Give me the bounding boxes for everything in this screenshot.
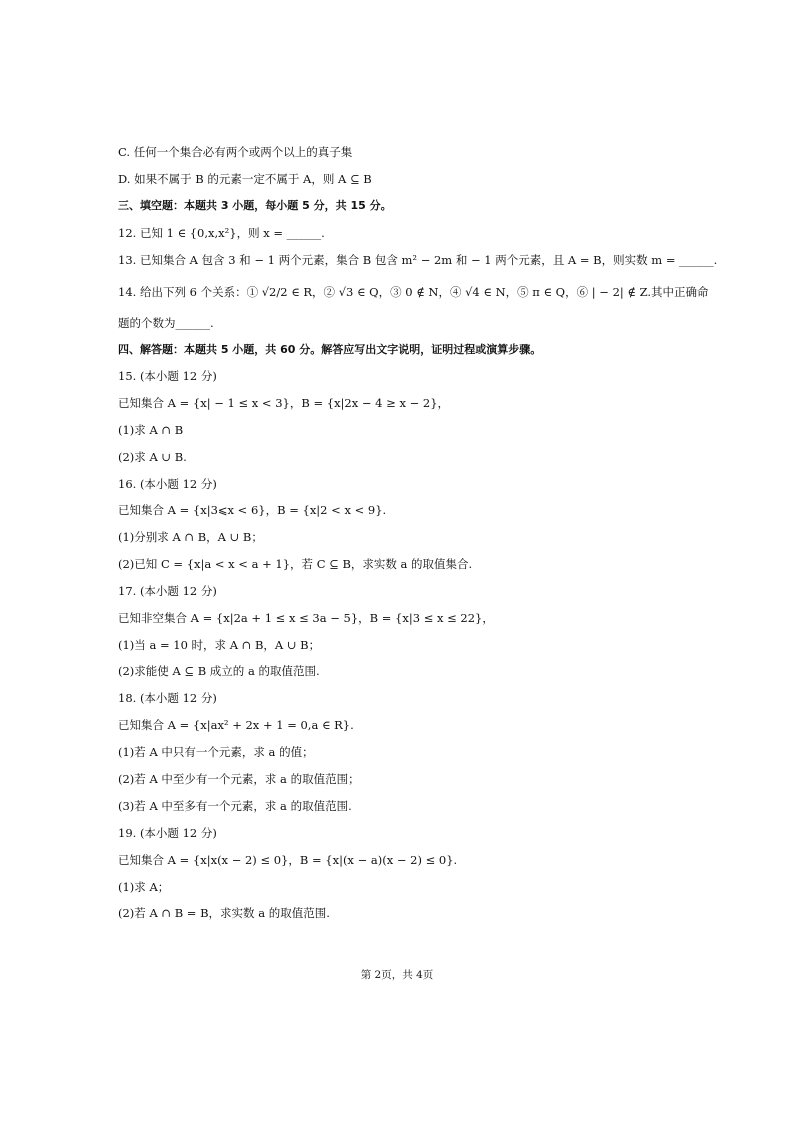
question-18-header: 18. (本小题 12 分): [118, 691, 217, 705]
section-heading-fill-in: 三、填空题：本题共 3 小题，每小题 5 分，共 15 分。: [118, 199, 392, 212]
option-c: C. 任何一个集合必有两个或两个以上的真子集: [118, 145, 353, 159]
question-18-part-1: (1)若 A 中只有一个元素，求 a 的值；: [118, 745, 314, 759]
question-15-header: 15. (本小题 12 分): [118, 369, 217, 383]
question-19-stem: 已知集合 A = {x|x(x − 2) ≤ 0}，B = {x|(x − a)(x − 2) ≤ 0}.: [118, 853, 458, 867]
question-17-part-2: (2)求能使 A ⊆ B 成立的 a 的取值范围.: [118, 664, 320, 678]
question-14-continued: 题的个数为______.: [118, 316, 214, 330]
question-14: 14. 给出下列 6 个关系：① √2/2 ∈ R，② √3 ∈ Q，③ 0 ∉ N，④ √4 ∈ N，⑤ π ∈ Q，⑥ | − 2| ∉ Z.其中正确命: [118, 285, 709, 299]
question-16-stem: 已知集合 A = {x|3⩽x < 6}，B = {x|2 < x < 9}.: [118, 503, 387, 517]
section-heading-answers: 四、解答题：本题共 5 小题，共 60 分。解答应写出文字说明，证明过程或演算步骤。: [118, 343, 542, 356]
question-12: 12. 已知 1 ∈ {0,x,x²}，则 x = ______.: [118, 226, 325, 240]
question-16-part-1: (1)分别求 A ∩ B，A ∪ B；: [118, 530, 263, 544]
question-18-stem: 已知集合 A = {x|ax² + 2x + 1 = 0,a ∈ R}.: [118, 718, 354, 732]
question-16-header: 16. (本小题 12 分): [118, 477, 217, 491]
page-footer: 第 2页，共 4页: [360, 969, 434, 981]
question-19-part-2: (2)若 A ∩ B = B，求实数 a 的取值范围.: [118, 906, 330, 920]
question-17-stem: 已知非空集合 A = {x|2a + 1 ≤ x ≤ 3a − 5}，B = {x|3 ≤ x ≤ 22}，: [118, 611, 494, 625]
question-17-header: 17. (本小题 12 分): [118, 584, 217, 598]
option-d: D. 如果不属于 B 的元素一定不属于 A，则 A ⊆ B: [118, 172, 372, 186]
question-19-part-1: (1)求 A；: [118, 880, 170, 894]
question-18-part-2: (2)若 A 中至少有一个元素，求 a 的取值范围；: [118, 772, 360, 786]
question-16-part-2: (2)已知 C = {x|a < x < a + 1}，若 C ⊆ B，求实数 a 的取值集合.: [118, 557, 473, 571]
question-17-part-1: (1)当 a = 10 时，求 A ∩ B，A ∪ B；: [118, 638, 321, 652]
question-15-stem: 已知集合 A = {x| − 1 ≤ x < 3}，B = {x|2x − 4 ≥ x − 2}，: [118, 396, 450, 410]
question-18-part-3: (3)若 A 中至多有一个元素，求 a 的取值范围.: [118, 799, 352, 813]
question-15-part-1: (1)求 A ∩ B: [118, 423, 184, 437]
question-19-header: 19. (本小题 12 分): [118, 826, 217, 840]
question-15-part-2: (2)求 A ∪ B.: [118, 450, 187, 464]
question-13: 13. 已知集合 A 包含 3 和 − 1 两个元素，集合 B 包含 m² − 2m 和 − 1 两个元素，且 A = B，则实数 m = ______.: [118, 253, 718, 267]
